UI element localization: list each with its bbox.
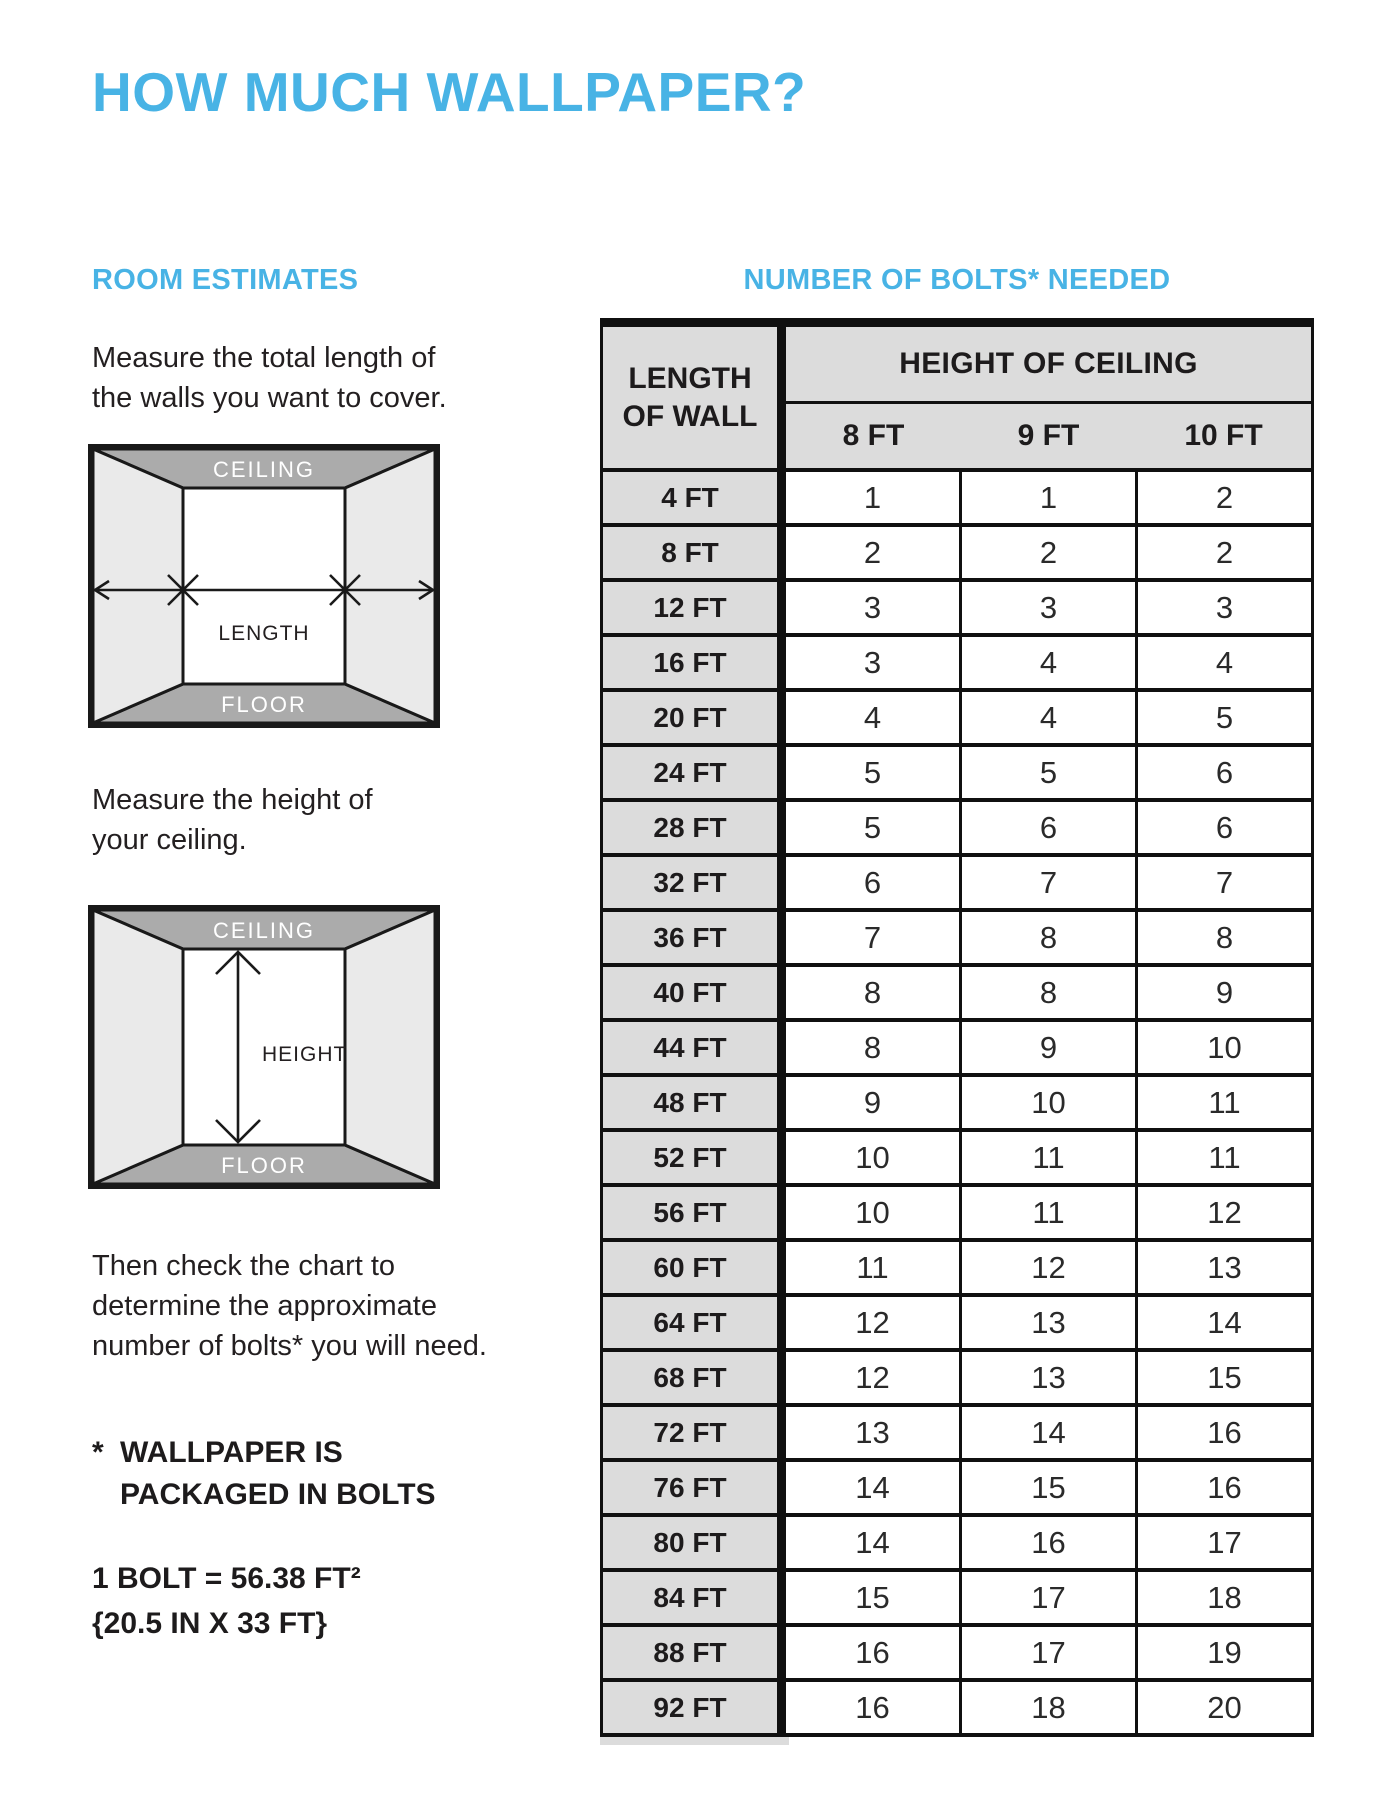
bolt-count-cell: 16: [1135, 1407, 1311, 1458]
row-label-cell: 24 FT: [603, 747, 786, 798]
table-row: [603, 1073, 1311, 1128]
bolt-count-cell: 6: [959, 802, 1135, 853]
bolt-count-cell: 3: [1135, 582, 1311, 633]
table-row: [603, 1348, 1311, 1403]
height-label: HEIGHT: [262, 1043, 348, 1066]
footnote-text: [120, 1432, 436, 1516]
row-label-cell: 40 FT: [603, 967, 786, 1018]
measure-height-text: [92, 780, 373, 860]
bolt-count-cell: 16: [959, 1517, 1135, 1568]
bolt-count-cell: 9: [1135, 967, 1311, 1018]
row-label-cell: 44 FT: [603, 1022, 786, 1073]
floor-label: FLOOR: [221, 1153, 307, 1178]
left-wall: [93, 449, 183, 723]
bolt-count-cell: 6: [1135, 802, 1311, 853]
bolt-count-cell: 12: [959, 1242, 1135, 1293]
table-body: [603, 468, 1311, 1733]
ceiling-label: CEILING: [212, 457, 316, 482]
bolt-count-cell: 15: [1135, 1352, 1311, 1403]
bolt-count-cell: 11: [959, 1187, 1135, 1238]
bolt-count-cell: 3: [959, 582, 1135, 633]
row-label-cell: 72 FT: [603, 1407, 786, 1458]
room-estimates-heading: ROOM ESTIMATES: [92, 264, 359, 296]
bolt-count-cell: 14: [959, 1407, 1135, 1458]
wallpaper-bolts-footnote: [92, 1432, 436, 1516]
back-wall: [183, 488, 345, 684]
table-row: [603, 1183, 1311, 1238]
bolt-count-cell: 14: [786, 1517, 959, 1568]
bolt-count-cell: 8: [959, 967, 1135, 1018]
bolt-count-cell: 15: [786, 1572, 959, 1623]
bolt-count-cell: 12: [786, 1352, 959, 1403]
check-chart-line3: number of bolts* you will need.: [92, 1330, 487, 1362]
bolt-count-cell: 16: [786, 1627, 959, 1678]
row-label-cell: 28 FT: [603, 802, 786, 853]
room-height-diagram: [88, 905, 440, 1189]
check-chart-line2: determine the approximate: [92, 1290, 437, 1322]
table-row: [603, 1403, 1311, 1458]
table-row: [603, 1568, 1311, 1623]
bolt-count-cell: 6: [1135, 747, 1311, 798]
bolt-count-cell: 8: [786, 967, 959, 1018]
row-label-cell: 36 FT: [603, 912, 786, 963]
bolt-count-cell: 5: [786, 802, 959, 853]
row-label-cell: 4 FT: [603, 472, 786, 523]
footnote-asterisk: *: [92, 1436, 104, 1469]
bolt-count-cell: 7: [786, 912, 959, 963]
row-label-cell: 52 FT: [603, 1132, 786, 1183]
bolt-count-cell: 9: [786, 1077, 959, 1128]
bolt-count-cell: 3: [786, 582, 959, 633]
table-row: [603, 578, 1311, 633]
bolt-count-cell: 1: [959, 472, 1135, 523]
bolt-count-cell: 16: [786, 1682, 959, 1733]
ceiling-header-group: [786, 327, 1311, 468]
footnote-line2: PACKAGED IN BOLTS: [120, 1478, 436, 1511]
table-row: [603, 853, 1311, 908]
table-row: [603, 633, 1311, 688]
table-footer-gray-tab: [600, 1737, 789, 1745]
bolt-count-cell: 19: [1135, 1627, 1311, 1678]
bolt-count-cell: 16: [1135, 1462, 1311, 1513]
floor-label: FLOOR: [221, 692, 307, 717]
bolt-count-cell: 6: [786, 857, 959, 908]
row-label-cell: 84 FT: [603, 1572, 786, 1623]
table-row: [603, 1513, 1311, 1568]
measure-length-line1: Measure the total length of: [92, 342, 436, 374]
bolt-count-cell: 15: [959, 1462, 1135, 1513]
right-wall: [345, 449, 435, 723]
table-row: [603, 1458, 1311, 1513]
bolt-count-cell: 10: [786, 1187, 959, 1238]
row-label-cell: 32 FT: [603, 857, 786, 908]
bolt-count-cell: 17: [959, 1572, 1135, 1623]
bolt-count-cell: 14: [1135, 1297, 1311, 1348]
row-label-cell: 88 FT: [603, 1627, 786, 1678]
row-label-cell: 48 FT: [603, 1077, 786, 1128]
check-chart-line1: Then check the chart to: [92, 1250, 396, 1282]
bolt-count-cell: 9: [959, 1022, 1135, 1073]
bolt-count-cell: 2: [1135, 472, 1311, 523]
bolt-count-cell: 13: [959, 1297, 1135, 1348]
bolt-count-cell: 17: [959, 1627, 1135, 1678]
right-wall: [345, 910, 435, 1184]
length-label: LENGTH: [218, 622, 310, 645]
bolt-count-cell: 8: [786, 1022, 959, 1073]
measure-length-text: [92, 338, 447, 418]
measure-height-line1: Measure the height of: [92, 784, 373, 816]
bolt-count-cell: 2: [1135, 527, 1311, 578]
table-row: [603, 1293, 1311, 1348]
col-header-10ft: 10 FT: [1184, 419, 1263, 452]
bolt-size-line2: {20.5 IN X 33 FT}: [92, 1607, 328, 1640]
bolt-size-line1: 1 BOLT = 56.38 FT²: [92, 1562, 361, 1595]
bolt-count-cell: 8: [1135, 912, 1311, 963]
room-length-diagram: [88, 444, 440, 728]
bolt-size-note: [92, 1556, 361, 1646]
bolt-count-cell: 13: [786, 1407, 959, 1458]
bolt-count-cell: 18: [959, 1682, 1135, 1733]
length-of-wall-line1: LENGTH: [628, 361, 752, 395]
bolt-count-cell: 11: [1135, 1077, 1311, 1128]
bolt-count-cell: 5: [959, 747, 1135, 798]
row-label-cell: 68 FT: [603, 1352, 786, 1403]
bolt-count-cell: 11: [959, 1132, 1135, 1183]
row-label-cell: 64 FT: [603, 1297, 786, 1348]
table-row: [603, 468, 1311, 523]
table-row: [603, 963, 1311, 1018]
row-label-cell: 60 FT: [603, 1242, 786, 1293]
measure-height-line2: your ceiling.: [92, 824, 247, 856]
table-row: [603, 798, 1311, 853]
bolt-count-cell: 10: [1135, 1022, 1311, 1073]
bolt-count-cell: 11: [1135, 1132, 1311, 1183]
bolt-count-cell: 4: [959, 692, 1135, 743]
table-row: [603, 1623, 1311, 1678]
table-row: [603, 688, 1311, 743]
bolt-count-cell: 4: [1135, 637, 1311, 688]
bolt-count-cell: 10: [786, 1132, 959, 1183]
table-row: [603, 523, 1311, 578]
table-header: [603, 327, 1311, 468]
row-label-cell: 92 FT: [603, 1682, 786, 1733]
bolts-table: [600, 318, 1314, 1737]
row-label-cell: 8 FT: [603, 527, 786, 578]
bolt-count-cell: 4: [959, 637, 1135, 688]
bolt-count-cell: 2: [959, 527, 1135, 578]
bolt-count-cell: 18: [1135, 1572, 1311, 1623]
bolt-count-cell: 5: [786, 747, 959, 798]
table-row: [603, 1128, 1311, 1183]
col-header-9ft: 9 FT: [1017, 419, 1080, 452]
table-row: [603, 1238, 1311, 1293]
bolt-count-cell: 14: [786, 1462, 959, 1513]
row-label-cell: 76 FT: [603, 1462, 786, 1513]
length-of-wall-line2: OF WALL: [622, 399, 758, 433]
bolt-count-cell: 3: [786, 637, 959, 688]
bolt-count-cell: 7: [959, 857, 1135, 908]
bolt-count-cell: 13: [959, 1352, 1135, 1403]
ceiling-height-columns: [786, 404, 1311, 468]
bolt-count-cell: 5: [1135, 692, 1311, 743]
table-row: [603, 1678, 1311, 1733]
table-row: [603, 908, 1311, 963]
page-title: HOW MUCH WALLPAPER?: [92, 61, 807, 123]
measure-length-line2: the walls you want to cover.: [92, 382, 447, 414]
bolt-count-cell: 11: [786, 1242, 959, 1293]
bolt-count-cell: 12: [1135, 1187, 1311, 1238]
row-label-cell: 56 FT: [603, 1187, 786, 1238]
length-of-wall-header: [603, 327, 786, 468]
row-label-cell: 20 FT: [603, 692, 786, 743]
check-chart-text: [92, 1246, 487, 1366]
bolt-count-cell: 20: [1135, 1682, 1311, 1733]
bolt-count-cell: 10: [959, 1077, 1135, 1128]
bolt-count-cell: 4: [786, 692, 959, 743]
table-row: [603, 743, 1311, 798]
row-label-cell: 80 FT: [603, 1517, 786, 1568]
bolt-count-cell: 2: [786, 527, 959, 578]
bolt-count-cell: 7: [1135, 857, 1311, 908]
height-of-ceiling-header: HEIGHT OF CEILING: [786, 327, 1311, 404]
ceiling-label: CEILING: [212, 918, 316, 943]
row-label-cell: 12 FT: [603, 582, 786, 633]
bolts-needed-heading: NUMBER OF BOLTS* NEEDED: [743, 264, 1171, 296]
footnote-line1: WALLPAPER IS: [120, 1436, 343, 1469]
bolt-count-cell: 12: [786, 1297, 959, 1348]
left-wall: [93, 910, 183, 1184]
col-header-8ft: 8 FT: [842, 419, 905, 452]
bolt-count-cell: 17: [1135, 1517, 1311, 1568]
bolt-count-cell: 13: [1135, 1242, 1311, 1293]
bolt-count-cell: 1: [786, 472, 959, 523]
row-label-cell: 16 FT: [603, 637, 786, 688]
table-row: [603, 1018, 1311, 1073]
bolt-count-cell: 8: [959, 912, 1135, 963]
